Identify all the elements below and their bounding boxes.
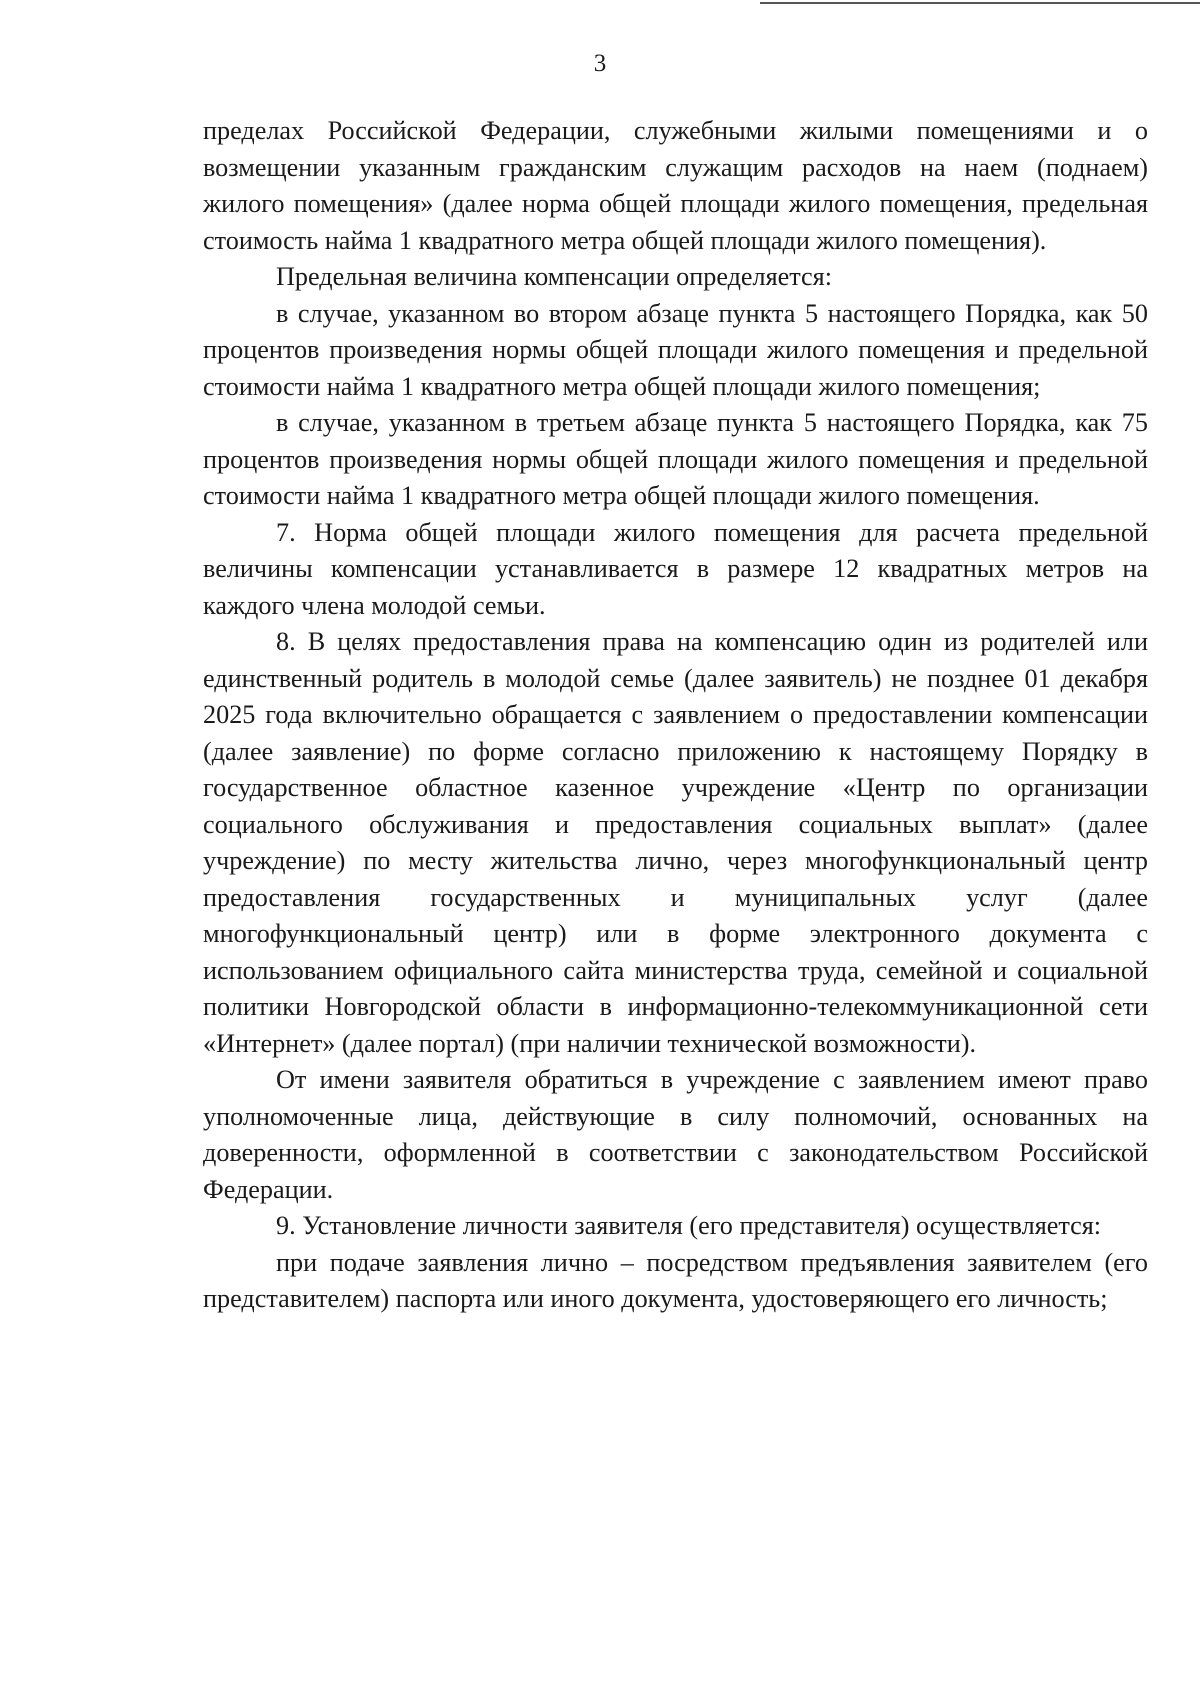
- page-number: 3: [593, 50, 607, 77]
- scan-edge-line: [760, 2, 1200, 4]
- document-body: [203, 113, 1148, 1318]
- paragraph-continuation: пределах Российской Федерации, служебными жилыми помещениями и о возмещении указанным гражданским служащим расходов на наем (поднаем) жилого помещения» (далее норма общей площади жилого помещения, предельная стоимость найма 1 квадратного метра общей площади жилого помещения).: [203, 116, 1148, 255]
- paragraph-case-50-percent: в случае, указанном во втором абзаце пункта 5 настоящего Порядка, как 50 процентов произведения нормы общей площади жилого помещения и предельной стоимости найма 1 квадратного метра общей площади жилого помещения;: [203, 298, 1148, 401]
- paragraph-item-7: 7. Норма общей площади жилого помещения для расчета предельной величины компенсации устанавливается в размере 12 квадратных метров на каждого члена молодой семьи.: [203, 517, 1148, 620]
- paragraph-case-75-percent: в случае, указанном в третьем абзаце пункта 5 настоящего Порядка, как 75 процентов произведения нормы общей площади жилого помещения и предельной стоимости найма 1 квадратного метра общей площади жилого помещения.: [203, 408, 1148, 510]
- paragraph-in-person-submission: при подаче заявления лично – посредством предъявления заявителем (его представителем) паспорта или иного документа, удостоверяющего его личность;: [203, 1247, 1148, 1313]
- paragraph-item-8: 8. В целях предоставления права на компенсацию один из родителей или единственный родитель в молодой семье (далее заявитель) не позднее 01 декабря 2025 года включительно обращается с заявлением о предоставлении компенсации (далее заявление) по форме согласно приложению к настоящему Порядку в государственное областное казенное учреждение «Центр по организации социального обслуживания и предоставления социальных выплат» (далее учреждение) по месту жительства лично, через многофункциональный центр предоставления государственных и муниципальных услуг (далее многофункциональный центр) или в форме электронного документа с использованием официального сайта министерства труда, семейной и социальной политики Новгородской области в информационно-телекоммуникационной сети «Интернет» (далее портал) (при наличии технической возможности).: [203, 627, 1148, 1058]
- paragraph-authorized-persons: От имени заявителя обратиться в учреждение с заявлением имеют право уполномоченные лица, действующие в силу полномочий, основанных на доверенности, оформленной в соответствии с законодательством Российской Федерации.: [203, 1065, 1148, 1204]
- paragraph-item-9: 9. Установление личности заявителя (его представителя) осуществляется:: [276, 1211, 1102, 1240]
- paragraph-limit-intro: Предельная величина компенсации определяется:: [276, 262, 832, 291]
